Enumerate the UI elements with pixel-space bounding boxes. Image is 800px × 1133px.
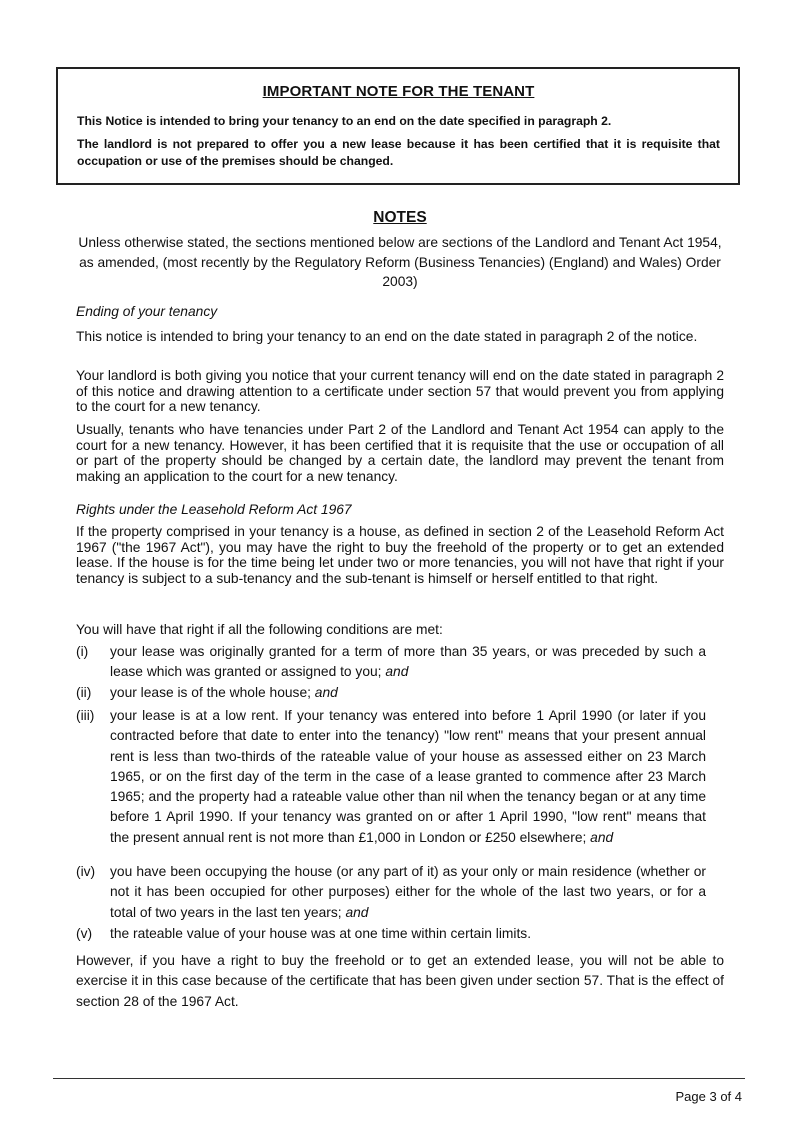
condition-item <box>76 642 724 683</box>
condition-number: (iii) <box>76 708 95 723</box>
condition-item <box>76 706 724 848</box>
note-line-1: This Notice is intended to bring your tenancy to an end on the date specified in paragraph 2. <box>77 114 612 128</box>
rights-paragraph-2: You will have that right if all the following conditions are met: <box>76 622 443 637</box>
condition-text: your lease is of the whole house; <box>110 685 311 700</box>
rights-closing-paragraph: However, if you have a right to buy the freehold or to get an extended lease, you will not be able to exercise it in this case because of the certificate that has been given under section 57. That is the effect of section 28 of the 1967 Act. <box>76 953 724 1009</box>
condition-and: and <box>314 685 338 700</box>
condition-text: your lease was originally granted for a term of more than 35 years, or was preceded by such a lease which was granted or assigned to you; <box>110 644 706 680</box>
condition-text: the rateable value of your house was at one time within certain limits. <box>110 926 532 941</box>
important-note-box <box>56 67 740 185</box>
notes-heading: NOTES <box>373 209 427 226</box>
condition-item <box>76 862 724 923</box>
notes-intro: Unless otherwise stated, the sections mentioned below are sections of the Landlord and Tenant Act 1954, as amended, (most recently by the Regulatory Reform (Business Tenancies) (England) and Wales) Order 2003) <box>78 235 722 289</box>
rights-subheading: Rights under the Leasehold Reform Act 1967 <box>76 502 352 517</box>
condition-text: your lease is at a low rent. If your tenancy was entered into before 1 April 1990 (or later if you contracted before that date to enter into the tenancy) "low rent" means that your present annual rent is less than two-thirds of the rateable value of your house as assessed either on 23 March 1965, or on the first day of the term in the case of a lease granted to commence after 23 March 1965; and the property had a rateable value other than nil when the tenancy began or at any time before 1 April 1990. If your tenancy was granted on or after 1 April 1990, "low rent" means that the present annual rent is not more than £1,000 in London or £250 elsewhere; <box>110 708 706 845</box>
condition-and: and <box>345 904 369 920</box>
page-number: Page 3 of 4 <box>675 1089 742 1104</box>
rights-paragraph-1: If the property comprised in your tenancy is a house, as defined in section 2 of the Leasehold Reform Act 1967 ("the 1967 Act"), you may have the right to buy the freehold of the property or to get an extended lease. If the house is for the time being let under two or more tenancies, you will not have that right if your tenancy is subject to a sub-tenancy and the sub-tenant is himself or herself entitled to that right. <box>76 524 724 586</box>
ending-paragraph-3: Usually, tenants who have tenancies under Part 2 of the Landlord and Tenant Act 1954 can apply to the court for a new tenancy. However, it has been certified that it is requisite that the use or occupation of all or part of the property should be changed by a certain date, the landlord may prevent the tenant from making an application to the court for a new tenancy. <box>76 422 724 484</box>
ending-subheading: Ending of your tenancy <box>76 304 218 319</box>
ending-paragraph-1: This notice is intended to bring your tenancy to an end on the date stated in paragraph 2 of the notice. <box>76 329 698 344</box>
note-title: IMPORTANT NOTE FOR THE TENANT <box>262 83 535 100</box>
footer-divider <box>53 1078 745 1079</box>
note-line-2: The landlord is not prepared to offer you a new lease because it has been certified that it is requisite that occupation or use of the premises should be changed. <box>77 137 720 168</box>
condition-and: and <box>590 829 614 845</box>
condition-number: (iv) <box>76 864 96 879</box>
condition-item <box>76 683 724 703</box>
condition-text: you have been occupying the house (or any part of it) as your only or main residence (whether or not it has been occupied for other purposes) either for the whole of the last two years, or for a total of two years in the last ten years; <box>110 864 706 920</box>
condition-and: and <box>385 664 409 680</box>
condition-number: (i) <box>76 644 89 659</box>
ending-paragraph-2: Your landlord is both giving you notice that your current tenancy will end on the date stated in paragraph 2 of this notice and drawing attention to a certificate under section 57 that would prevent you from applying to the court for a new tenancy. <box>76 368 724 414</box>
condition-number: (v) <box>76 926 93 941</box>
condition-number: (ii) <box>76 685 92 700</box>
condition-item <box>76 924 724 944</box>
